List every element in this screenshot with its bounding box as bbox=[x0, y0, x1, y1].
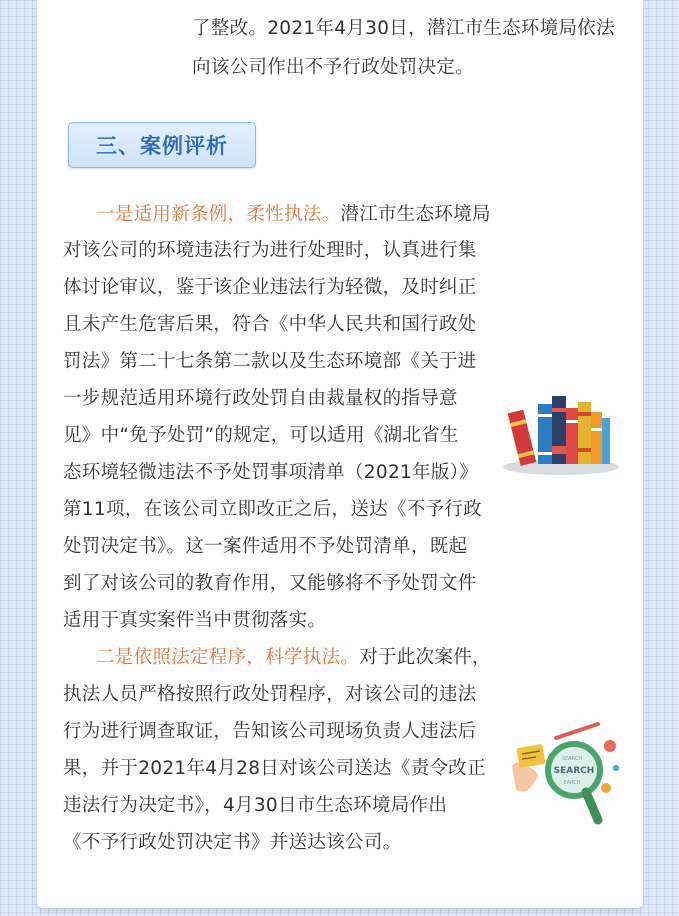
para1-first-line bbox=[96, 200, 491, 226]
books-icon bbox=[500, 388, 622, 480]
magnifier-search-icon bbox=[506, 716, 624, 828]
para1-line: 体讨论审议，鉴于该企业违法行为轻微，及时纠正 bbox=[63, 277, 477, 298]
para2-line: 果，并于2021年4月28日对该公司送达《责令改正 bbox=[63, 758, 486, 779]
para1-line: 到了对该公司的教育作用，又能够将不予处罚文件 bbox=[63, 573, 477, 594]
para1-line: 适用于真实案件当中贯彻落实。 bbox=[63, 610, 327, 631]
para1-line: 第11项，在该公司立即改正之后，送达《不予行政 bbox=[63, 499, 482, 520]
para2-line: 《不予行政处罚决定书》并送达该公司。 bbox=[63, 832, 402, 853]
para2-line: 执法人员严格按照行政处罚程序，对该公司的违法 bbox=[63, 684, 477, 705]
para1-line: 一步规范适用环境行政处罚自由裁量权的指导意 bbox=[63, 388, 458, 409]
para2-first-line bbox=[96, 643, 491, 669]
para2-lead: 二是依照法定程序，科学执法。 bbox=[96, 647, 360, 668]
para1-line: 罚法》第二十七条第二款以及生态环境部《关于进 bbox=[63, 351, 477, 372]
para2-line: 行为进行调查取证，告知该公司现场负责人违法后 bbox=[63, 721, 477, 742]
para1-lead: 一是适用新条例，柔性执法。 bbox=[96, 204, 341, 225]
para2-line: 违法行为决定书》，4月30日市生态环境局作出 bbox=[63, 795, 448, 816]
intro-line-2: 向该公司作出不予行政处罚决定。 bbox=[192, 57, 475, 78]
para1-line: 处罚决定书》。这一案件适用不予处罚清单，既起 bbox=[63, 536, 468, 557]
search-label: SEARCH bbox=[553, 766, 595, 776]
search-small-bottom: EARCH bbox=[563, 780, 581, 786]
para1-line: 且未产生危害后果，符合《中华人民共和国行政处 bbox=[63, 314, 477, 335]
search-small-top: SEARCH bbox=[561, 756, 583, 762]
para1-line: 态环境轻微违法不予处罚事项清单（2021年版）》 bbox=[63, 462, 479, 483]
para2-first-rest: 对于此次案件， bbox=[359, 647, 491, 668]
para1-line: 见》中“免予处罚”的规定，可以适用《湖北省生 bbox=[63, 425, 459, 446]
para1-first-rest: 潜江市生态环境局 bbox=[340, 204, 491, 225]
intro-line-1: 了整改。2021年4月30日，潜江市生态环境局依法 bbox=[192, 18, 615, 39]
para1-line: 对该公司的环境违法行为进行处理时，认真进行集 bbox=[63, 240, 477, 261]
section-title: 三、案例评析 bbox=[96, 134, 228, 158]
